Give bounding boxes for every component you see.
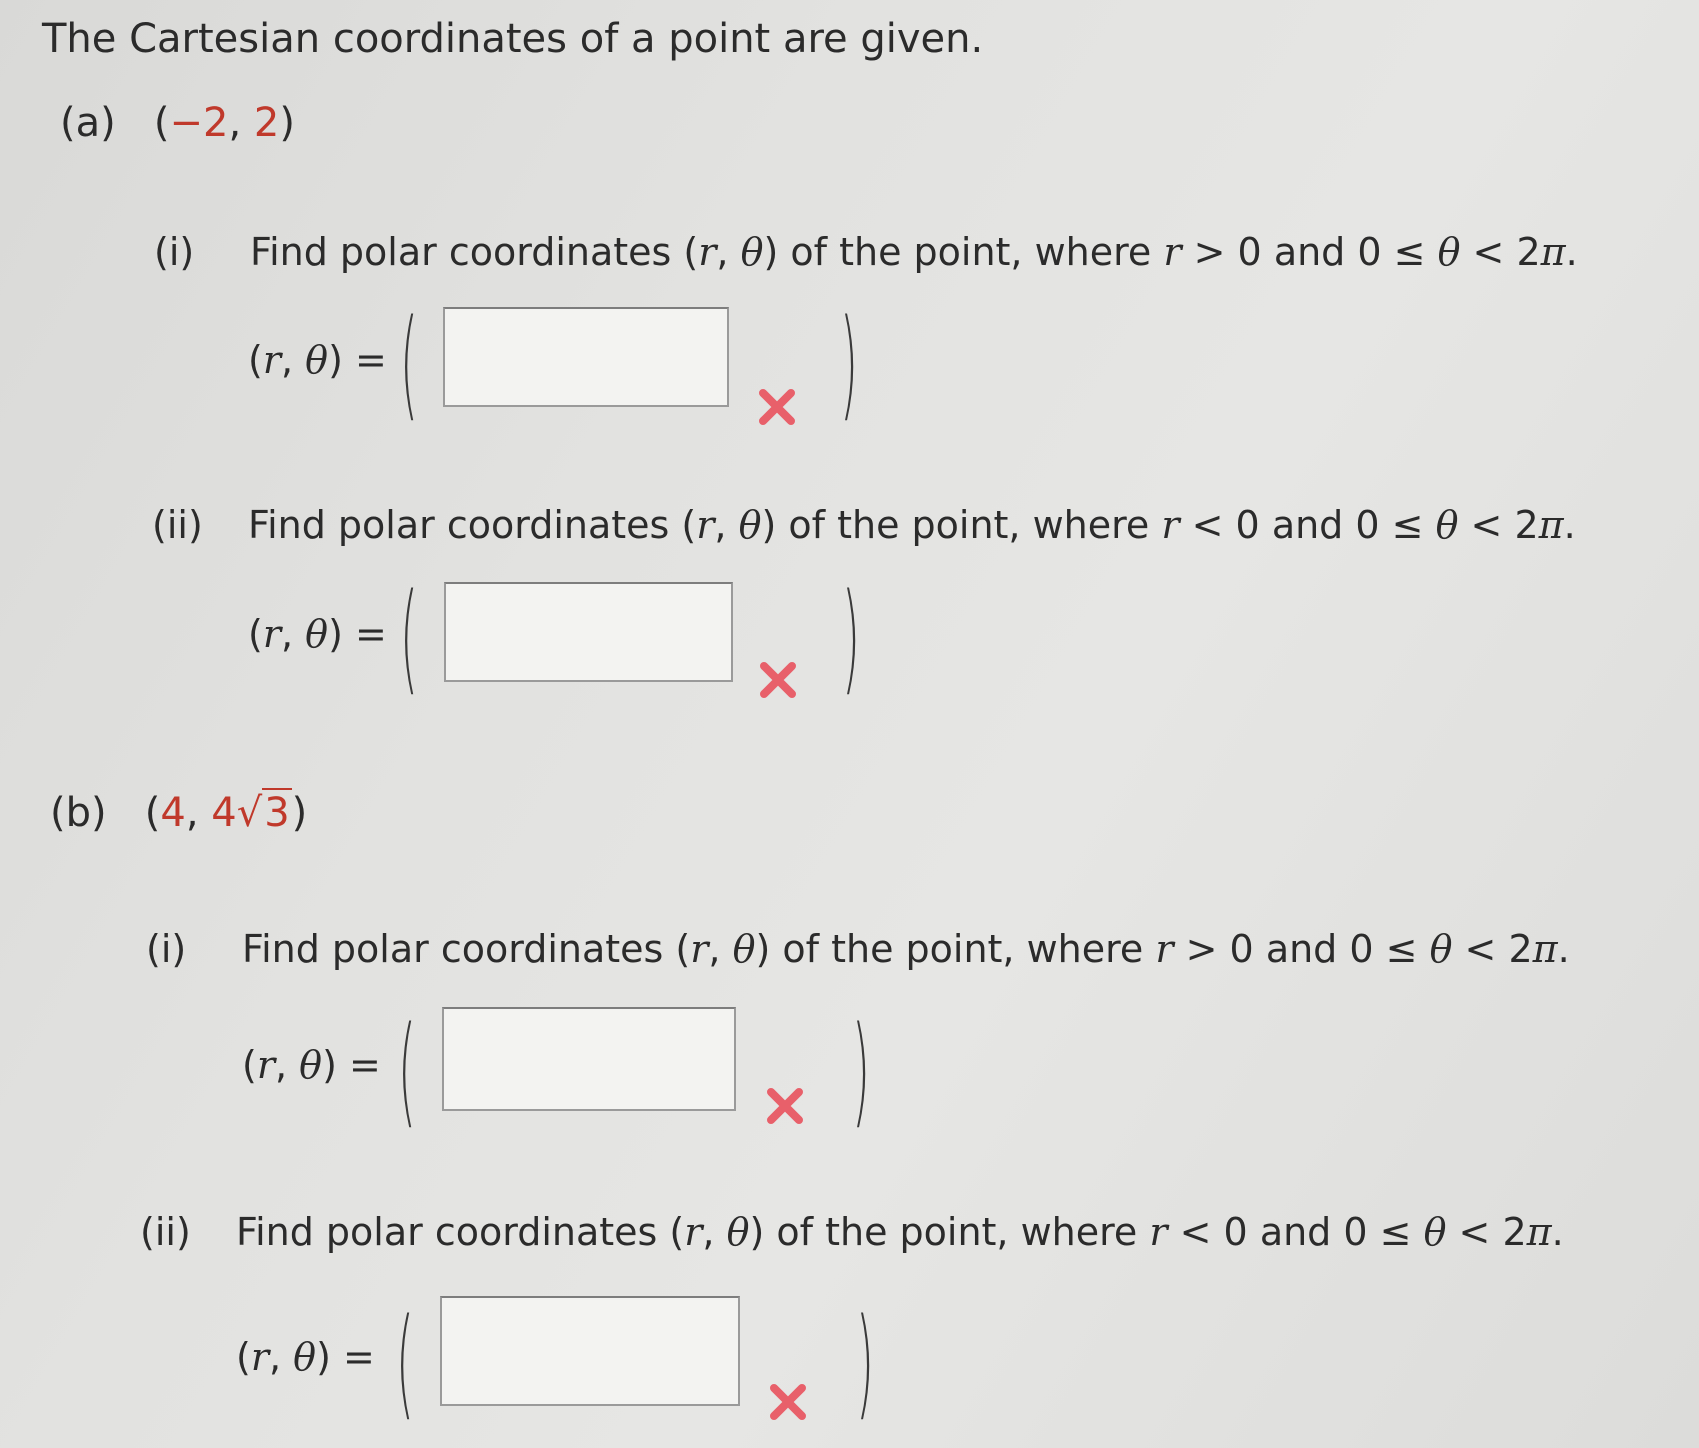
part-b-label: (b) — [50, 790, 107, 836]
close-paren: ) — [852, 999, 870, 1141]
close-paren: ) — [842, 566, 860, 708]
part-b-ii-lhs: (r, θ) = — [236, 1335, 375, 1379]
part-a-point: (−2, 2) — [153, 100, 295, 146]
part-b-i-lhs: (r, θ) = — [242, 1043, 381, 1087]
part-a-ii-answer-input[interactable] — [444, 582, 733, 682]
question-number: (i) — [154, 230, 195, 274]
sqrt-symbol: √ — [236, 790, 263, 836]
question-number: (i) — [146, 927, 187, 971]
incorrect-x-icon — [758, 660, 798, 704]
incorrect-x-icon — [768, 1382, 808, 1426]
part-b-ii-answer-input[interactable] — [440, 1296, 740, 1406]
part-a-i-question — [154, 230, 1578, 274]
incorrect-x-icon — [765, 1086, 805, 1130]
close-paren: ) — [840, 292, 858, 434]
part-a-i-answer-input[interactable] — [443, 307, 729, 407]
part-b-heading — [50, 790, 307, 836]
part-a-ii-lhs: (r, θ) = — [248, 612, 387, 656]
part-a-ii-question — [152, 503, 1576, 547]
problem-title: The Cartesian coordinates of a point are given. — [42, 16, 984, 62]
part-a-heading — [60, 100, 295, 146]
incorrect-x-icon — [757, 387, 797, 431]
question-text: Find polar coordinates (r, θ) of the point, where r > 0 and 0 ≤ θ < 2π. — [250, 230, 1578, 274]
open-paren: ( — [400, 292, 418, 434]
question-number: (ii) — [140, 1210, 191, 1254]
part-b-i-question — [146, 927, 1570, 971]
question-text: Find polar coordinates (r, θ) of the point, where r < 0 and 0 ≤ θ < 2π. — [248, 503, 1576, 547]
question-text: Find polar coordinates (r, θ) of the point, where r > 0 and 0 ≤ θ < 2π. — [242, 927, 1570, 971]
open-paren: ( — [396, 1291, 414, 1433]
close-paren: ) — [856, 1291, 874, 1433]
open-paren: ( — [398, 999, 416, 1141]
question-text: Find polar coordinates (r, θ) of the point, where r < 0 and 0 ≤ θ < 2π. — [236, 1210, 1564, 1254]
part-b-i-answer-input[interactable] — [442, 1007, 736, 1111]
part-b-point: (4, 4√3) — [144, 790, 308, 836]
question-number: (ii) — [152, 503, 203, 547]
open-paren: ( — [400, 566, 418, 708]
part-a-label: (a) — [60, 100, 116, 146]
part-b-ii-question — [140, 1210, 1564, 1254]
part-a-i-lhs: (r, θ) = — [248, 338, 387, 382]
